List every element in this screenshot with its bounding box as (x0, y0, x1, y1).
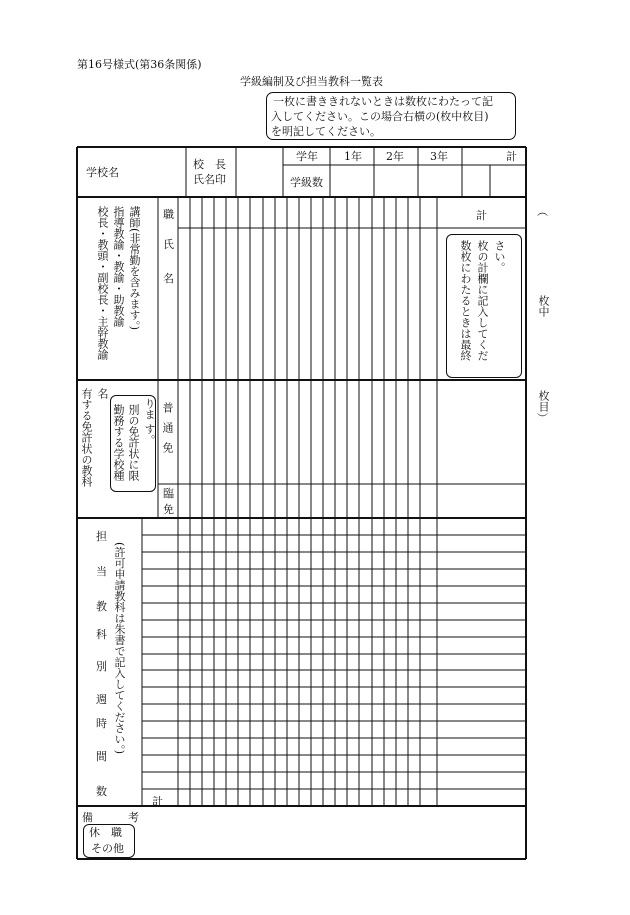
license-note-line2: 別の免許状に限 (127, 404, 140, 481)
temporary-license-label-2: 免 (163, 503, 174, 516)
grade-2: 2年 (386, 150, 404, 163)
grade-1: 1年 (344, 150, 362, 163)
license-note-line1: りま す。 (143, 398, 156, 446)
grade-3: 3年 (430, 150, 448, 163)
staff-total-label: 計 (476, 209, 487, 222)
subject-label-char-9: 数 (96, 785, 107, 798)
instruction-note-line1: 一枚に書ききれないときは数枚にわたって記 (273, 95, 493, 108)
subject-label-char-5: 別 (96, 660, 107, 673)
staff-category-principal: 校長・教頭・副校長・主幹教諭 (96, 206, 109, 360)
subject-label-char-8: 間 (96, 750, 107, 763)
subject-label-char-7: 時 (96, 717, 107, 730)
instruction-note-line3: を明記してください。 (271, 125, 381, 138)
total-note-line3: 数枚にわたるときは最終 (459, 240, 472, 361)
name-label-1: 氏 (163, 238, 174, 251)
remarks-sub-leave: 休 職 (89, 826, 122, 839)
school-name-label: 学校名 (86, 166, 119, 179)
remarks-label-2: 考 (128, 811, 139, 824)
subject-label-char-3: 教 (96, 600, 107, 613)
form-label: 第16号様式(第36条関係) (77, 58, 202, 71)
regular-license-label: 普通免 (161, 402, 174, 462)
remarks-label-1: 備 (82, 811, 93, 824)
staff-category-lecturer: 講師(非常勤を含みます。) (128, 206, 141, 331)
license-label-name: 名 (96, 388, 109, 399)
instruction-note-line2: 入してください。この場合右横の(枚中枚目) (271, 110, 489, 123)
subject-label-char-4: 科 (96, 628, 107, 641)
staff-category-teacher: 指導教諭・教諭・助教諭 (112, 206, 125, 327)
subject-label-char-1: 担 (96, 530, 107, 543)
subject-label-char-6: 週 (96, 693, 107, 706)
subject-total-label: 計 (152, 795, 163, 808)
remarks-sub-other: その他 (91, 842, 124, 855)
name-label-2: 名 (163, 272, 174, 285)
position-label: 職 (163, 208, 174, 221)
principal-label-1: 校 長 (193, 158, 226, 171)
total-note-line2: 枚の計欄に記入してくだ (476, 240, 489, 361)
class-count-label: 学級数 (290, 176, 323, 189)
subject-label-char-2: 当 (96, 565, 107, 578)
temporary-license-label-1: 臨 (163, 487, 174, 500)
license-label-subject: 有する免許状の教科 (80, 388, 93, 487)
side-paren-close: ︶ (537, 412, 548, 425)
grade-total: 計 (506, 150, 517, 163)
page-title: 学級編制及び担当教科一覧表 (240, 75, 383, 88)
subject-note: (許可申請教科は朱書で記入してください。) (113, 542, 126, 755)
side-page-of: 枚中 (537, 295, 550, 317)
side-page-number: 枚目 (537, 390, 550, 412)
total-note-line1: さい。 (493, 240, 506, 273)
side-paren-open: ︵ (537, 205, 548, 218)
license-note-line3: 勤務する学校種 (112, 404, 125, 481)
principal-label-2: 氏名印 (193, 173, 226, 186)
grade-header: 学年 (296, 150, 318, 163)
